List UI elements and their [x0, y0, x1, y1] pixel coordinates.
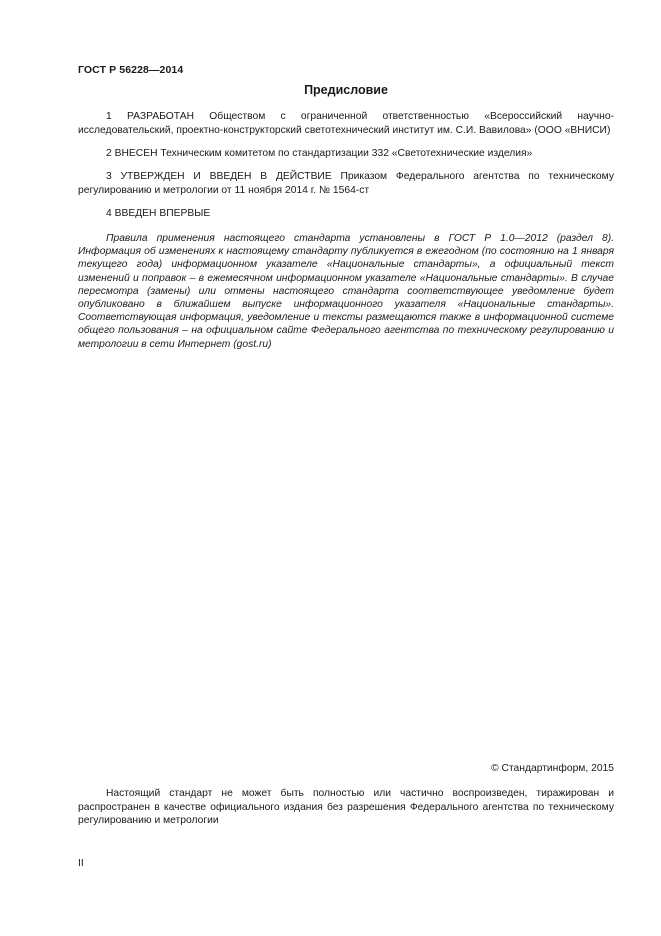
document-code: ГОСТ Р 56228—2014: [78, 64, 184, 76]
paragraph-approved: 3 УТВЕРЖДЕН И ВВЕДЕН В ДЕЙСТВИЕ Приказом Федерального агентства по техническому регулированию и метрологии от 11 ноября 2014 г. № 1564-ст: [78, 171, 614, 196]
paragraph-submitted-by: 2 ВНЕСЕН Техническим комитетом по стандартизации 332 «Светотехнические изделия»: [106, 148, 533, 159]
paragraph-developed-by: 1 РАЗРАБОТАН Обществом с ограниченной ответственностью «Всероссийский научно-исследовательский, проектно-конструкторский светотехнический институт им. С.И. Вавилова» (ООО «ВНИСИ): [78, 111, 614, 136]
page-number: II: [78, 858, 84, 869]
foreword-body: [78, 110, 614, 351]
paragraph-introduced: 4 ВВЕДЕН ВПЕРВЫЕ: [106, 208, 211, 219]
rights-notice: Настоящий стандарт не может быть полностью или частично воспроизведен, тиражирован и распространен в качестве официального издания без разрешения Федерального агентства по техническому регулированию и метрологии: [78, 788, 614, 826]
page-title: Предисловие: [304, 83, 388, 97]
application-rules-note: Правила применения настоящего стандарта установлены в ГОСТ Р 1.0—2012 (раздел 8). Информация об изменениях к настоящему стандарту публикуется в ежегодном (по состоянию на 1 января текущего года) информационном указателе «Национальные стандарты», а официальный текст изменений и поправок – в ежемесячном информационном указателе «Национальные стандарты». В случае пересмотра (замены) или отмены настоящего стандарта соответствующее уведомление будет опубликовано в ближайшем выпуске информационного указателя «Национальные стандарты». Соответствующая информация, уведомление и тексты размещаются также в информационной системе общего пользования – на официальном сайте Федерального агентства по техническому регулированию и метрологии в сети Интернет (gost.ru): [78, 233, 614, 350]
copyright-line: © Стандартинформ, 2015: [491, 763, 614, 774]
